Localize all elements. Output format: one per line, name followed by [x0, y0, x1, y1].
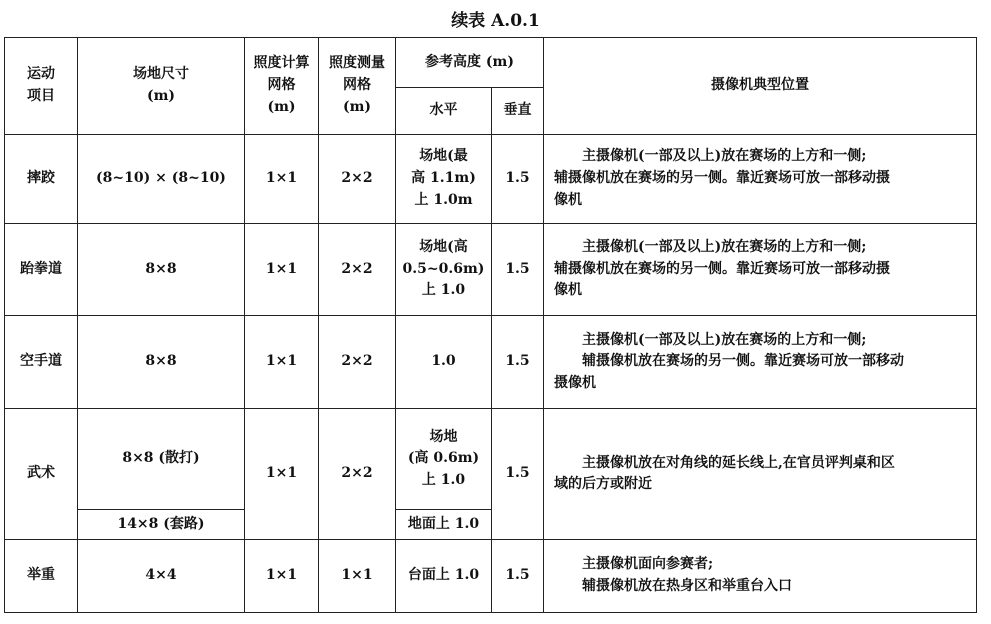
- camera-cell: 主摄像机(一部及以上)放在赛场的上方和一侧; 辅摄像机放在赛场的另一侧。靠近赛场可放一部移动 摄像机: [544, 316, 977, 409]
- horizontal-cell: 地面上 1.0: [396, 510, 492, 540]
- sport-cell: 跆拳道: [5, 223, 78, 316]
- horizontal-cell: 场地(最 高 1.1m) 上 1.0m: [396, 134, 492, 223]
- header-camera: 摄像机典型位置: [544, 38, 977, 135]
- vertical-cell: 1.5: [492, 540, 544, 613]
- table-row: [5, 223, 977, 316]
- sport-cell: 空手道: [5, 316, 78, 409]
- size-cell: (8~10) × (8~10): [78, 134, 245, 223]
- header-size: 场地尺寸 (m): [78, 38, 245, 135]
- vertical-cell: 1.5: [492, 134, 544, 223]
- header-horizontal: 水平: [396, 88, 492, 134]
- sport-cell: 武术: [5, 409, 78, 540]
- size-cell: 8×8: [78, 223, 245, 316]
- size-cell: 14×8 (套路): [78, 510, 245, 540]
- calc-cell: 1×1: [245, 540, 319, 613]
- size-cell: 8×8: [78, 316, 245, 409]
- sport-cell: 举重: [5, 540, 78, 613]
- sport-cell: 摔跤: [5, 134, 78, 223]
- calc-cell: 1×1: [245, 134, 319, 223]
- measure-cell: 2×2: [319, 134, 396, 223]
- measure-cell: 2×2: [319, 409, 396, 540]
- table-row: [5, 540, 977, 613]
- calc-cell: 1×1: [245, 316, 319, 409]
- camera-cell: 主摄像机放在对角线的延长线上,在官员评判桌和区 域的后方或附近: [544, 409, 977, 540]
- camera-cell: 主摄像机(一部及以上)放在赛场的上方和一侧; 辅摄像机放在赛场的另一侧。靠近赛场可放一部移动摄 像机: [544, 134, 977, 223]
- horizontal-cell: 场地 (高 0.6m) 上 1.0: [396, 409, 492, 510]
- table-row: [5, 134, 977, 223]
- header-measure-grid: 照度测量 网格 (m): [319, 38, 396, 135]
- calc-cell: 1×1: [245, 223, 319, 316]
- size-cell: 4×4: [78, 540, 245, 613]
- table-row: [5, 316, 977, 409]
- horizontal-cell: 场地(高 0.5~0.6m) 上 1.0: [396, 223, 492, 316]
- camera-cell: 主摄像机(一部及以上)放在赛场的上方和一侧; 辅摄像机放在赛场的另一侧。靠近赛场可放一部移动摄 像机: [544, 223, 977, 316]
- horizontal-cell: 1.0: [396, 316, 492, 409]
- header-vertical: 垂直: [492, 88, 544, 134]
- measure-cell: 2×2: [319, 223, 396, 316]
- table-row: [5, 409, 977, 510]
- camera-cell: 主摄像机面向参赛者; 辅摄像机放在热身区和举重台入口: [544, 540, 977, 613]
- vertical-cell: 1.5: [492, 223, 544, 316]
- size-cell: 8×8 (散打): [78, 409, 245, 510]
- lighting-table: [4, 37, 977, 613]
- vertical-cell: 1.5: [492, 316, 544, 409]
- measure-cell: 1×1: [319, 540, 396, 613]
- header-calc-grid: 照度计算 网格 (m): [245, 38, 319, 135]
- measure-cell: 2×2: [319, 316, 396, 409]
- calc-cell: 1×1: [245, 409, 319, 540]
- vertical-cell: 1.5: [492, 409, 544, 540]
- table-title: 续表 A.0.1: [451, 11, 540, 31]
- horizontal-cell: 台面上 1.0: [396, 540, 492, 613]
- header-ref-height: 参考高度 (m): [396, 38, 544, 88]
- header-sport: 运动 项目: [5, 38, 78, 135]
